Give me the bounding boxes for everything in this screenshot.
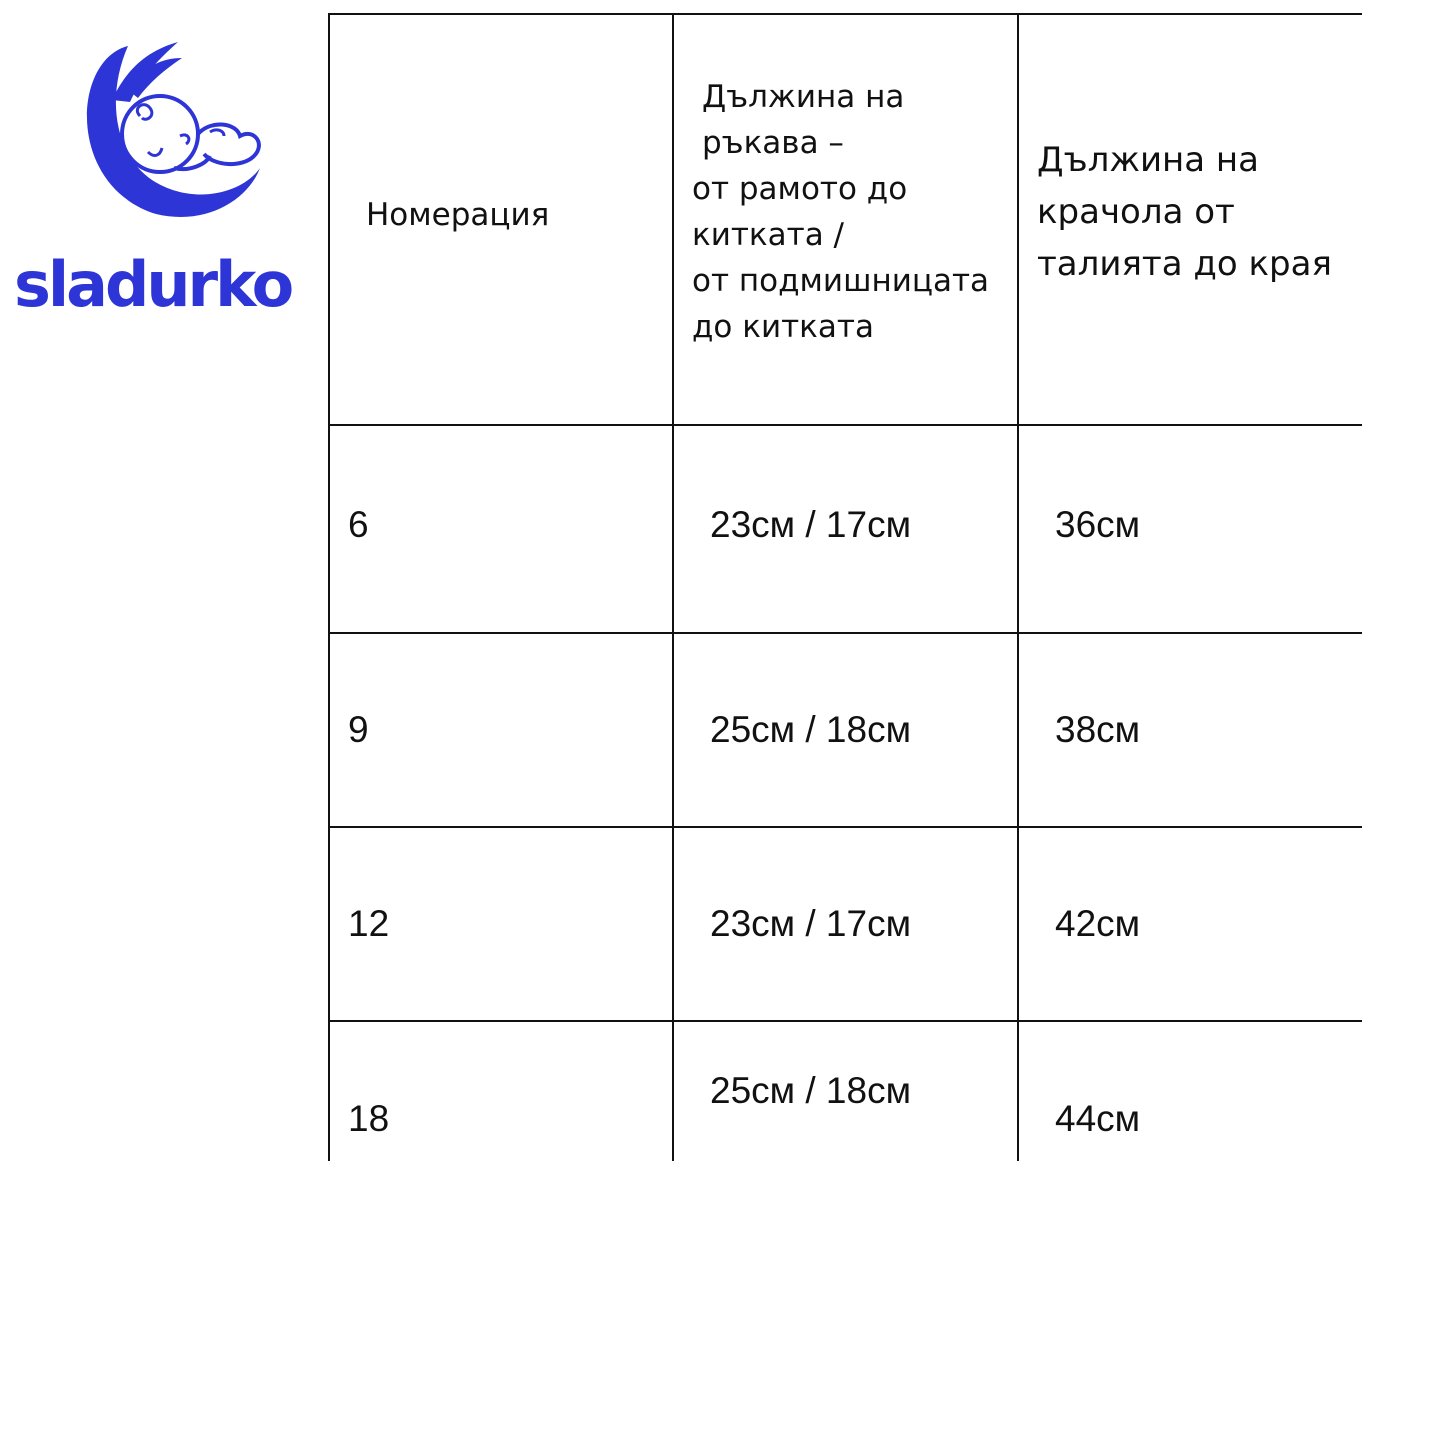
sleeve-value: 25см / 18см bbox=[710, 709, 912, 750]
table-row bbox=[329, 1021, 1362, 1161]
size-value: 18 bbox=[348, 1098, 390, 1139]
header-leg-line: крачола от bbox=[1037, 191, 1235, 232]
size-value: 12 bbox=[348, 903, 390, 944]
sleeve-cell bbox=[673, 1021, 1018, 1161]
sladurko-logo bbox=[10, 36, 326, 321]
header-leg-line: Дължина на bbox=[1037, 139, 1259, 180]
header-leg-line: талията до края bbox=[1037, 243, 1332, 284]
table-row bbox=[329, 827, 1362, 1021]
leg-value: 38см bbox=[1055, 709, 1141, 750]
header-sleeve-line: от подмишницата bbox=[692, 262, 990, 299]
size-value: 6 bbox=[348, 504, 369, 545]
header-cell-size bbox=[329, 14, 673, 425]
leg-value: 36см bbox=[1055, 504, 1141, 545]
size-cell bbox=[329, 425, 673, 633]
size-chart bbox=[328, 13, 1362, 1161]
table-row bbox=[329, 633, 1362, 827]
header-sleeve-line: китката / bbox=[692, 216, 845, 253]
leg-value: 44см bbox=[1055, 1098, 1141, 1139]
sleeve-cell bbox=[673, 827, 1018, 1021]
table-row bbox=[329, 425, 1362, 633]
header-row bbox=[329, 14, 1362, 425]
size-value: 9 bbox=[348, 709, 369, 750]
leg-cell bbox=[1018, 633, 1362, 827]
sleeve-cell bbox=[673, 633, 1018, 827]
sleeping-baby-moon-icon bbox=[10, 36, 326, 236]
header-sleeve-line: ръкава – bbox=[702, 124, 844, 161]
leg-value: 42см bbox=[1055, 903, 1141, 944]
header-cell-sleeve bbox=[673, 14, 1018, 425]
sleeve-value: 23см / 17см bbox=[710, 903, 912, 944]
header-cell-leg bbox=[1018, 14, 1362, 425]
header-sleeve-label bbox=[674, 74, 1017, 366]
sleeve-value: 25см / 18см bbox=[710, 1070, 912, 1111]
sleeve-value: 23см / 17см bbox=[710, 504, 912, 545]
header-size-label: Номерация bbox=[366, 196, 550, 233]
header-sleeve-line: до китката bbox=[692, 308, 874, 345]
sleeve-cell bbox=[673, 425, 1018, 633]
leg-cell bbox=[1018, 1021, 1362, 1161]
leg-cell bbox=[1018, 425, 1362, 633]
leg-cell bbox=[1018, 827, 1362, 1021]
size-table bbox=[328, 13, 1362, 1161]
header-leg-label bbox=[1019, 134, 1362, 306]
size-cell bbox=[329, 827, 673, 1021]
header-sleeve-line: Дължина на bbox=[702, 78, 905, 115]
logo-wordmark: sladurko bbox=[14, 248, 292, 321]
header-sleeve-line: от рамото до bbox=[692, 170, 908, 207]
size-cell bbox=[329, 633, 673, 827]
size-cell bbox=[329, 1021, 673, 1161]
